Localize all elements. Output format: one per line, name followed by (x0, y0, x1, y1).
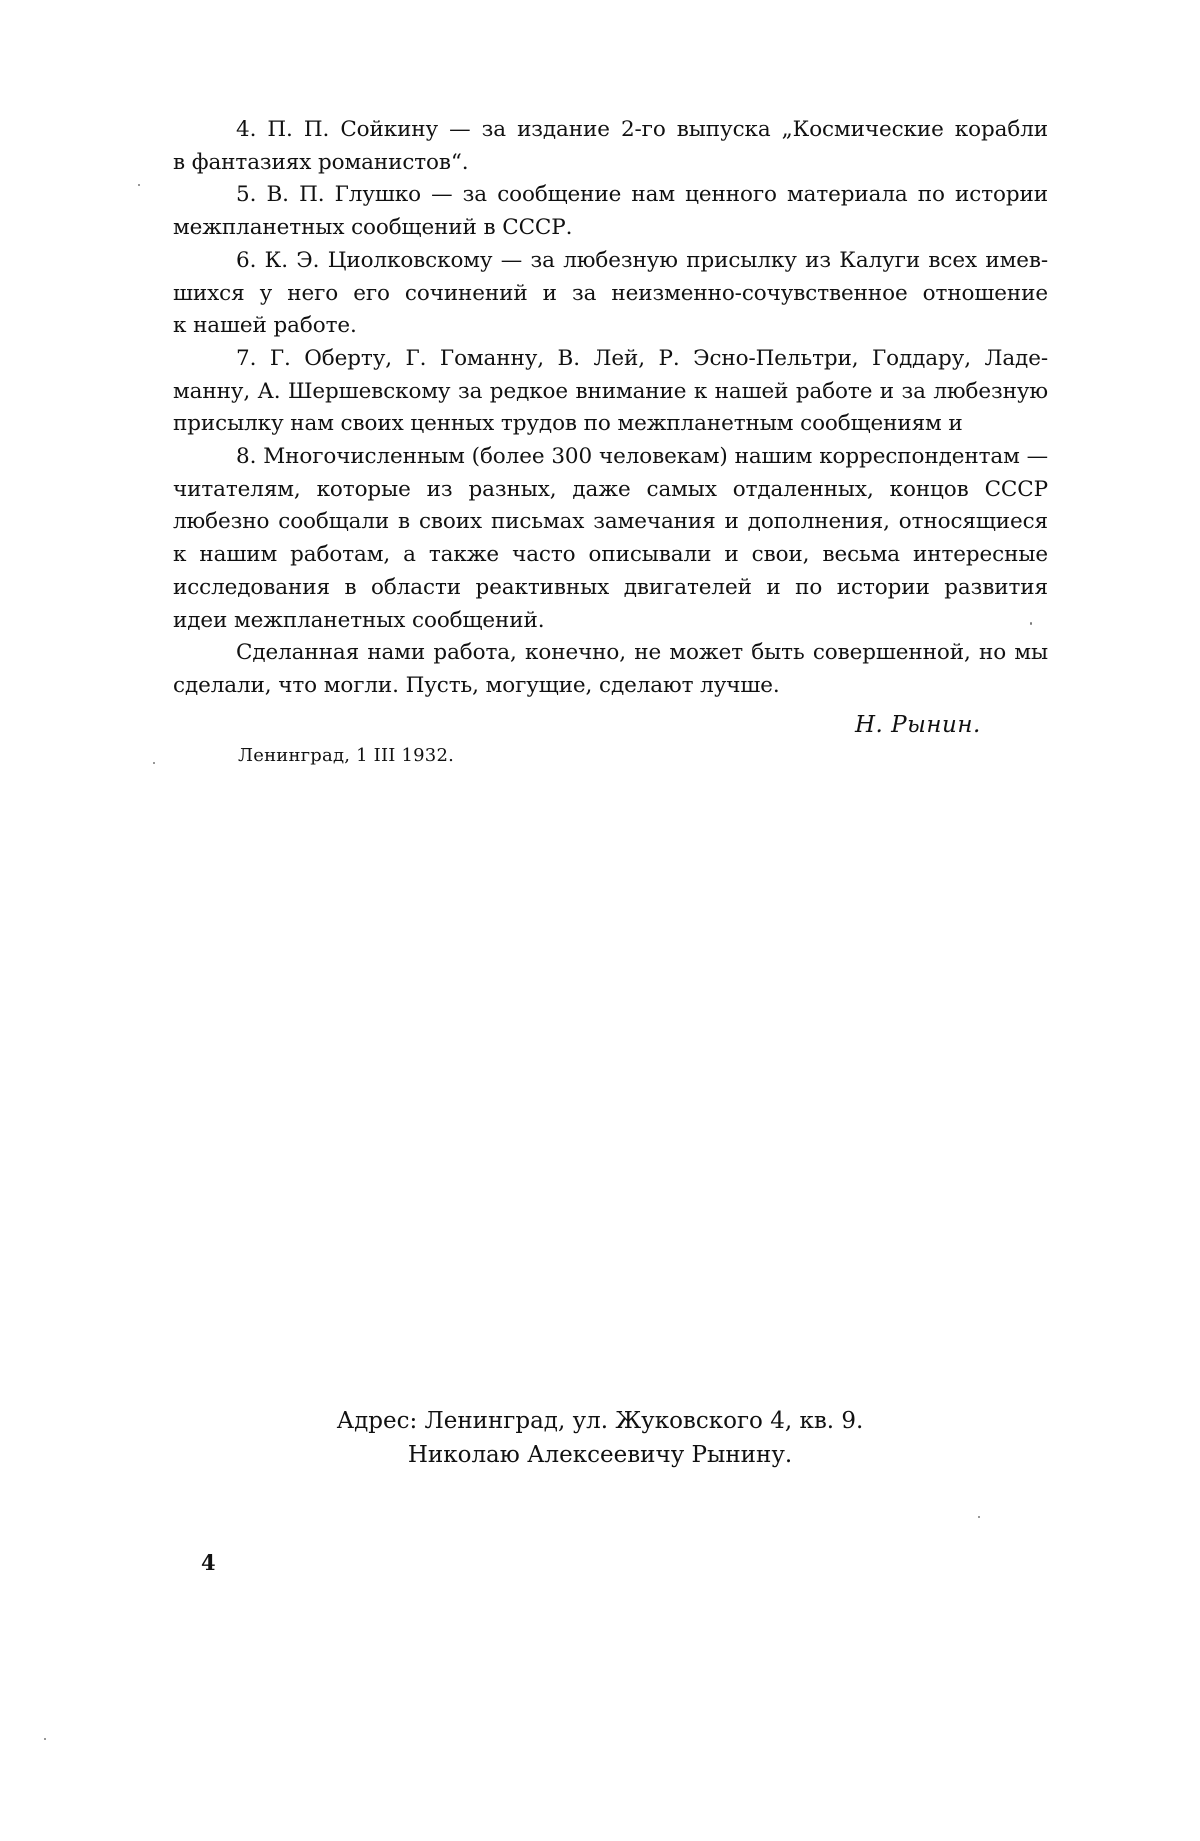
scan-speck (1030, 622, 1032, 625)
paragraph-4 (173, 114, 1048, 179)
body-text (173, 114, 1048, 703)
scan-speck (44, 1738, 46, 1740)
text-line: 8. Многочисленным (более 300 человекам) нашим корреспондентам — (236, 444, 1048, 470)
text-line: читателям, которые из разных, даже самых отдаленных, концов СССР (173, 476, 1048, 502)
text-line: Сделанная нами работа, конечно, не может быть совершенной, но мы (236, 640, 1048, 666)
text-line: 4. П. П. Сойкину — за издание 2-го выпуска „Космические корабли (236, 117, 1048, 142)
text-line: присылку нам своих ценных трудов по межпланетным сообщениям и (173, 411, 963, 437)
paragraph-6 (173, 245, 1048, 343)
text-line: исследования в области реактивных двигателей и по истории развития (173, 574, 1048, 600)
text-line: идеи межпланетных сообщений. (173, 607, 545, 633)
address-block (300, 1404, 900, 1472)
text-line: 5. В. П. Глушко — за сообщение нам ценного материала по истории (236, 182, 1048, 208)
author-signature: Н. Рынин. (855, 712, 981, 738)
text-line: сделали, что могли. Пусть, могущие, сделают лучше. (173, 672, 780, 698)
scan-speck (978, 1516, 980, 1518)
place-and-date: Ленинград, 1 III 1932. (238, 745, 455, 766)
address-line-2: Николаю Алексеевичу Рынину. (407, 1442, 793, 1468)
scan-speck (153, 762, 155, 764)
text-line: межпланетных сообщений в СССР. (173, 215, 573, 241)
paragraph-5 (173, 179, 1048, 244)
text-line: в фантазиях романистов“. (173, 149, 469, 175)
text-line: 6. К. Э. Циолковскому — за любезную присылку из Калуги всех имев- (236, 247, 1048, 273)
text-line: манну, А. Шершевскому за редкое внимание к нашей работе и за любезную (173, 378, 1048, 404)
text-line: к нашим работам, а также часто описывали и свои, весьма интересные (173, 542, 1048, 568)
address-line-1: Адрес: Ленинград, ул. Жуковского 4, кв. 9. (336, 1408, 864, 1434)
text-line: любезно сообщали в своих письмах замечания и дополнения, относящиеся (173, 509, 1048, 535)
text-line: к нашей работе. (173, 313, 357, 339)
paragraph-8 (173, 441, 1048, 637)
text-line: шихся у него его сочинений и за неизменно-сочувственное отношение (173, 280, 1048, 306)
paragraph-7 (173, 343, 1048, 441)
scan-speck (138, 184, 140, 186)
text-line: 7. Г. Оберту, Г. Гоманну, В. Лей, Р. Эсно-Пельтри, Годдару, Ладе- (236, 345, 1048, 371)
closing-paragraph (173, 637, 1048, 702)
page-number: 4 (201, 1550, 216, 1575)
